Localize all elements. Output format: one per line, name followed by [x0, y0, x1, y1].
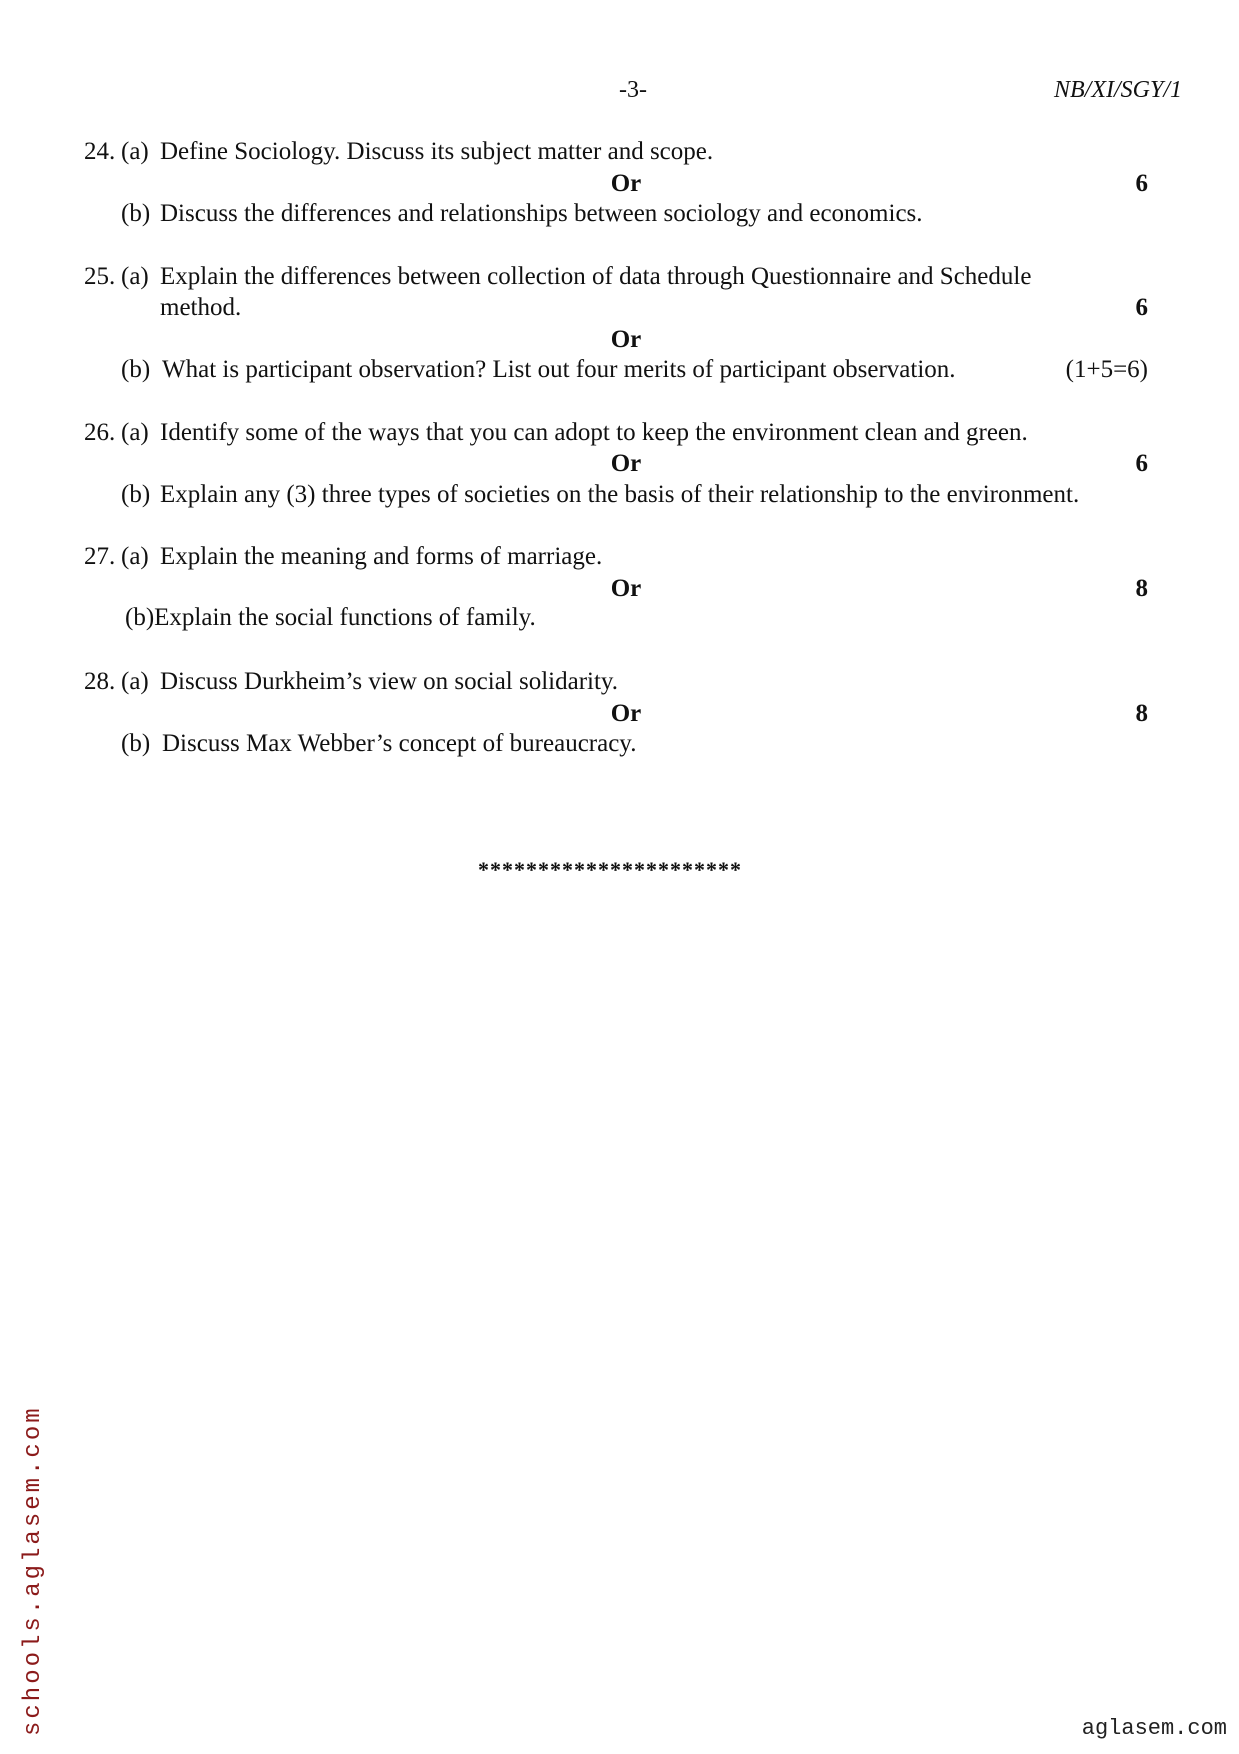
marks: 6 [1135, 450, 1148, 477]
marks: 6 [1135, 170, 1148, 197]
option-b-label: (b) [121, 481, 151, 508]
option-b-text: Discuss Max Webber’s concept of bureaucracy. [162, 730, 637, 757]
option-b-label: (b) [121, 730, 151, 757]
question-number: 26. [84, 419, 116, 446]
option-a-text: Define Sociology. Discuss its subject matter and scope. [160, 138, 714, 165]
marks: 8 [1135, 575, 1148, 602]
page-number: -3- [619, 77, 647, 103]
option-b-marks: (1+5=6) [1065, 356, 1148, 383]
question-number: 28. [84, 668, 116, 695]
option-a-label: (a) [121, 419, 149, 446]
marks: 6 [1135, 294, 1148, 321]
option-a-text: Discuss Durkheim’s view on social solidarity. [160, 668, 619, 695]
or-label: Or [610, 450, 642, 477]
end-marker: ********************** [478, 857, 742, 882]
vertical-watermark: schools.aglasem.com [20, 1405, 47, 1736]
paper-code: NB/XI/SGY/1 [1053, 77, 1182, 103]
question-number: 27. [84, 543, 116, 570]
or-label: Or [610, 700, 642, 727]
option-a-label: (a) [121, 543, 149, 570]
option-a-label: (a) [121, 138, 149, 165]
option-b-text: Explain any (3) three types of societies on the basis of their relationship to the environment. [160, 481, 1080, 508]
option-b-text: Discuss the differences and relationships between sociology and economics. [160, 200, 923, 227]
option-a-text-continued: method. [160, 294, 242, 321]
option-a-label: (a) [121, 263, 149, 290]
or-label: Or [610, 326, 642, 353]
or-label: Or [610, 575, 642, 602]
option-b-label: (b) [121, 200, 151, 227]
question-number: 24. [84, 138, 116, 165]
footer-watermark: aglasem.com [1081, 1716, 1227, 1741]
marks: 8 [1135, 700, 1148, 727]
option-a-label: (a) [121, 668, 149, 695]
option-a-text: Explain the differences between collection of data through Questionnaire and Schedule [160, 263, 1032, 290]
option-b-label: (b) [121, 356, 151, 383]
option-a-text: Identify some of the ways that you can adopt to keep the environment clean and green. [160, 419, 1028, 446]
option-b-text: (b)Explain the social functions of family. [125, 604, 536, 631]
option-a-text: Explain the meaning and forms of marriage. [160, 543, 603, 570]
question-number: 25. [84, 263, 116, 290]
or-label: Or [610, 170, 642, 197]
option-b-text: What is participant observation? List out four merits of participant observation. [162, 356, 956, 383]
